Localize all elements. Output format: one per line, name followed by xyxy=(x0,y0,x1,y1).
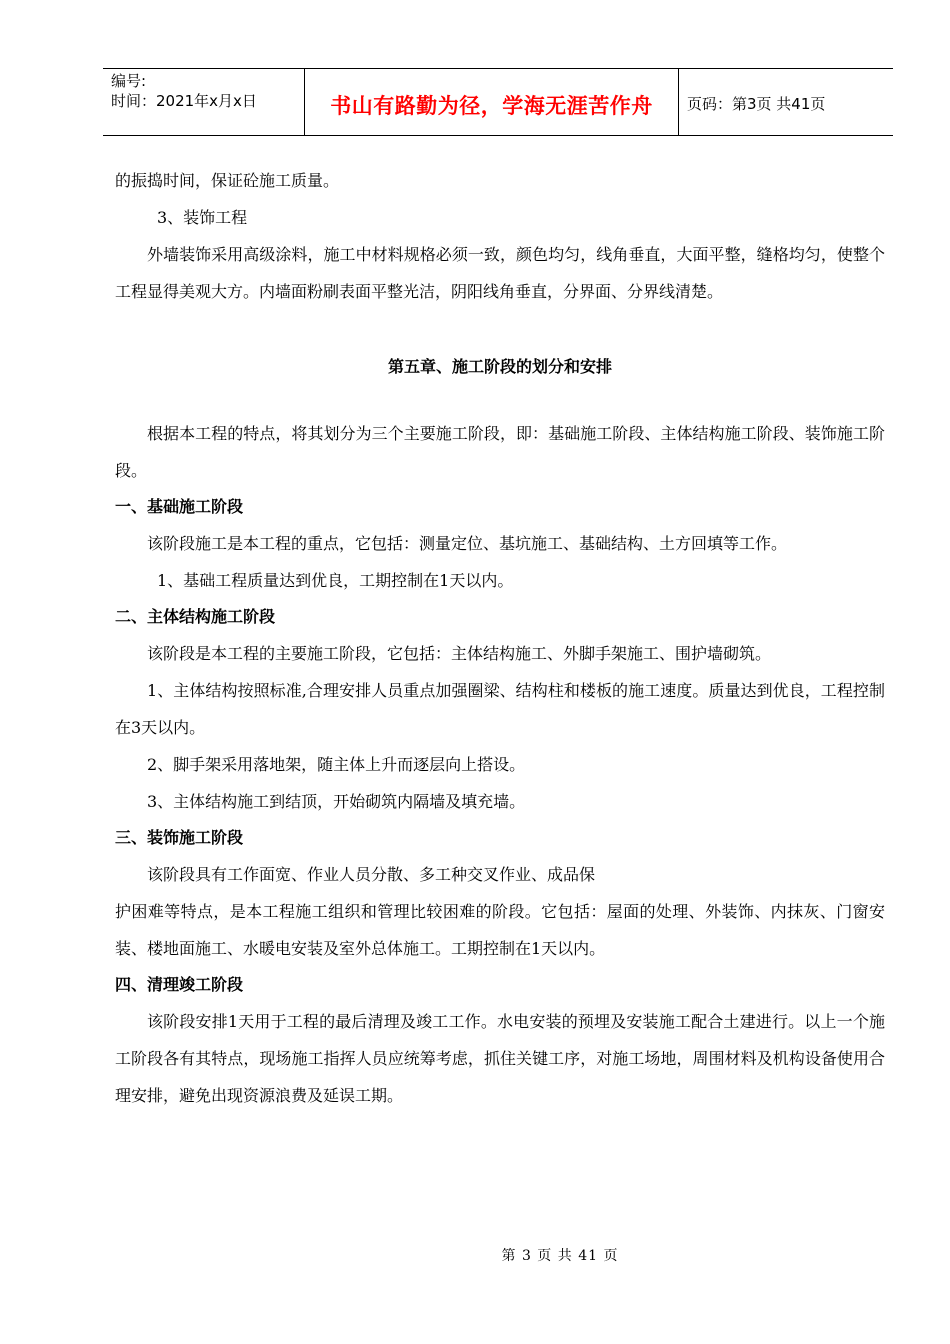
header-motto-cell xyxy=(305,69,679,135)
page-footer: 第 3 页 共 41 页 xyxy=(501,1248,619,1264)
header-info-cell xyxy=(103,69,305,135)
subheading: 3、装饰工程 xyxy=(157,208,248,227)
paragraph: 该阶段具有工作面宽、作业人员分散、多工种交叉作业、成品保 xyxy=(147,865,596,884)
paragraph: 该阶段是本工程的主要施工阶段，它包括：主体结构施工、外脚手架施工、围护墙砌筑。 xyxy=(147,644,772,663)
paragraph: 的振捣时间，保证砼施工质量。 xyxy=(115,171,340,190)
section-heading: 二、主体结构施工阶段 xyxy=(115,607,276,626)
serial-number-label: 编号: xyxy=(111,72,147,90)
header-motto: 书山有路勤为径，学海无涯苦作舟 xyxy=(330,94,653,118)
paragraph: 3、主体结构施工到结顶，开始砌筑内隔墙及填充墙。 xyxy=(147,792,526,811)
paragraph: 外墙装饰采用高级涂料，施工中材料规格必须一致，颜色均匀，线角垂直，大面平整，缝格均匀，使整个工程显得美观大方。内墙面粉刷表面平整光洁，阴阳线角垂直，分界面、分界线清楚。 xyxy=(115,245,885,301)
paragraph: 2、脚手架采用落地架，随主体上升而逐层向上搭设。 xyxy=(147,755,526,774)
document-body xyxy=(115,162,885,1114)
section-heading: 一、基础施工阶段 xyxy=(115,497,244,516)
header-page-cell xyxy=(679,69,893,135)
paragraph: 该阶段安排1天用于工程的最后清理及竣工工作。水电安装的预埋及安装施工配合土建进行。以上一个施工阶段各有其特点，现场施工指挥人员应统筹考虑，抓住关键工序，对施工场地，周围材料及机构设备使用合理安排，避免出现资源浪费及延误工期。 xyxy=(115,1012,885,1105)
section-heading: 三、装饰施工阶段 xyxy=(115,828,244,847)
paragraph: 1、主体结构按照标准,合理安排人员重点加强圈梁、结构柱和楼板的施工速度。质量达到优良，工程控制在3天以内。 xyxy=(115,681,885,737)
paragraph: 1、基础工程质量达到优良，工期控制在1天以内。 xyxy=(157,571,514,590)
section-heading: 四、清理竣工阶段 xyxy=(115,975,244,994)
header-page-number: 页码：第3页 共41页 xyxy=(687,94,826,113)
paragraph: 根据本工程的特点，将其划分为三个主要施工阶段，即：基础施工阶段、主体结构施工阶段、装饰施工阶段。 xyxy=(115,424,885,480)
chapter-title: 第五章、施工阶段的划分和安排 xyxy=(387,357,612,376)
time-label: 时间：2021年x月x日 xyxy=(111,92,257,110)
page-header xyxy=(103,68,893,136)
paragraph: 该阶段施工是本工程的重点，它包括：测量定位、基坑施工、基础结构、土方回填等工作。 xyxy=(147,534,788,553)
paragraph: 护困难等特点，是本工程施工组织和管理比较困难的阶段。它包括：屋面的处理、外装饰、内抹灰、门窗安装、楼地面施工、水暖电安装及室外总体施工。工期控制在1天以内。 xyxy=(115,902,885,958)
